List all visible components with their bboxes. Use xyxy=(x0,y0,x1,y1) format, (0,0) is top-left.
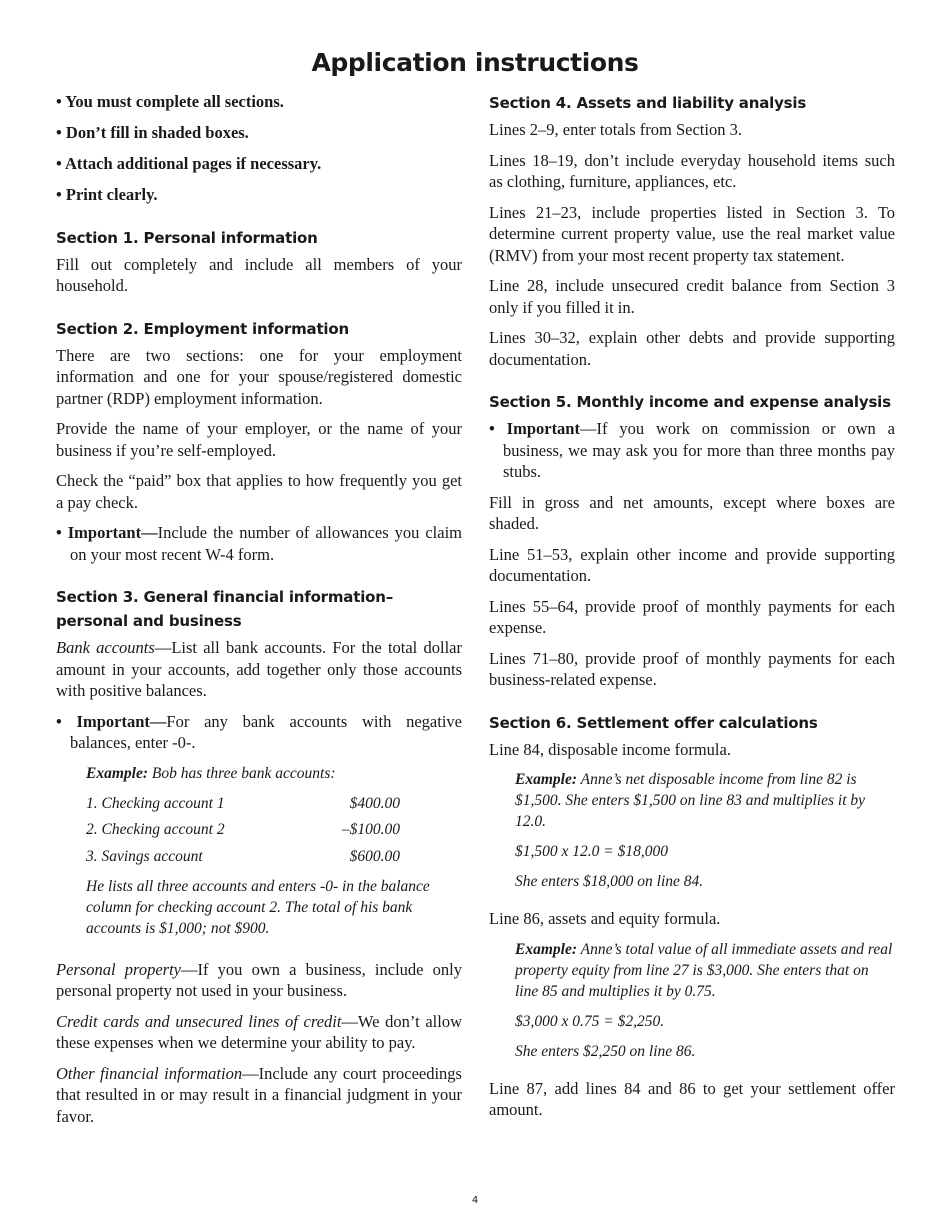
personal-property-label: Personal property xyxy=(56,959,181,979)
section-5-text: Lines 71–80, provide proof of monthly payments for each business-related expense. xyxy=(489,648,895,689)
bank-accounts-text xyxy=(56,637,462,702)
section-5-heading: Section 5. Monthly income and expense analysis xyxy=(489,393,891,411)
section-4-text: Lines 21–23, include properties listed in Section 3. To determine current property value, use the real market value (RMV) from your most recent property tax statement. xyxy=(489,202,895,265)
bank-accounts-label: Bank accounts xyxy=(56,638,155,657)
bank-accounts-description: —List all bank accounts. For the total dollar amount in your accounts, add together only those accounts with positive balances. xyxy=(56,638,462,700)
page-number: 4 xyxy=(471,1195,479,1206)
section-2-text: Check the “paid” box that applies to how frequently you get a pay check. xyxy=(56,471,462,512)
account-row xyxy=(86,819,400,840)
section-3-heading-line: personal and business xyxy=(56,612,242,630)
rule-item: • Attach additional pages if necessary. xyxy=(56,154,322,173)
account-amount: $600.00 xyxy=(349,847,400,865)
section-1-text: Fill out completely and include all members of your household. xyxy=(56,254,462,295)
section-5-text: Lines 55–64, provide proof of monthly payments for each expense. xyxy=(489,596,895,637)
section-6-heading: Section 6. Settlement offer calculations xyxy=(489,713,818,732)
important-text: For any bank accounts with negative balances, enter -0-. xyxy=(70,711,462,752)
section-5-text: Fill in gross and net amounts, except where boxes are shaded. xyxy=(489,492,895,533)
example-outro: He lists all three accounts and enters -0- in the balance column for checking account 2. The total of his bank accounts is $1,000; not $900. xyxy=(86,877,430,937)
account-name: 3. Savings account xyxy=(86,847,203,865)
other-financial-description: —Include any court proceedings that resulted in or may result in a financial judgment in your favor. xyxy=(56,1063,462,1126)
credit-cards-text xyxy=(56,1011,462,1054)
credit-cards-description: —We don’t allow these expenses when we determine your ability to pay. xyxy=(56,1011,462,1052)
section-4-text: Line 28, include unsecured credit balance from Section 3 only if you filled it in. xyxy=(489,276,895,317)
important-label: • Important— xyxy=(56,711,167,731)
rule-item: • Print clearly. xyxy=(56,185,158,204)
section-2-important-note xyxy=(56,522,462,565)
rule-item: • You must complete all sections. xyxy=(56,92,284,111)
general-rules-list xyxy=(56,91,462,206)
example-text xyxy=(515,769,895,832)
account-amount: –$100.00 xyxy=(341,821,400,838)
example-intro-text: Bob has three bank accounts: xyxy=(148,764,336,782)
example-text xyxy=(515,939,895,1002)
account-amount: $400.00 xyxy=(349,794,400,812)
account-name: 1. Checking account 1 xyxy=(86,794,225,812)
example-calculation: $3,000 x 0.75 = $2,250. xyxy=(515,1012,665,1030)
page-title: Application instructions xyxy=(311,48,639,77)
example-label: Example: xyxy=(515,940,577,958)
other-financial-label: Other financial information xyxy=(56,1063,243,1083)
section-4-text: Lines 2–9, enter totals from Section 3. xyxy=(489,120,742,139)
disposable-income-example xyxy=(515,769,895,892)
section-3-heading-line: Section 3. General financial information– xyxy=(56,588,394,606)
section-2-heading: Section 2. Employment information xyxy=(56,319,349,338)
important-text: —If you work on commission or own a business, we may ask you for more than three months pay stubs. xyxy=(503,419,895,481)
example-description: Anne’s net disposable income from line 82 is $1,500. She enters $1,500 on line 83 and multiplies it by 12.0. xyxy=(515,771,866,830)
section-4-text: Lines 30–32, explain other debts and provide supporting documentation. xyxy=(489,328,895,369)
section-2-text: There are two sections: one for your employment information and one for your spouse/registered domestic partner (RDP) employment information. xyxy=(56,345,462,408)
other-financial-text xyxy=(56,1063,462,1128)
assets-equity-example xyxy=(515,939,895,1062)
example-description: Anne’s total value of all immediate assets and real property equity from line 27 is $3,000. She enters that on line 85 and multiplies it by 0.75. xyxy=(515,940,893,1000)
example-calculation: $1,500 x 12.0 = $18,000 xyxy=(515,843,668,860)
section-5-important-note xyxy=(489,418,895,483)
bank-accounts-example xyxy=(86,763,462,939)
account-row xyxy=(86,846,400,867)
section-6-text: Line 84, disposable income formula. xyxy=(489,739,731,759)
example-result: She enters $18,000 on line 84. xyxy=(515,873,704,890)
example-label: Example: xyxy=(515,771,577,788)
example-intro xyxy=(86,763,462,784)
section-2-text: Provide the name of your employer, or the name of your business if you’re self-employed. xyxy=(56,419,462,460)
section-3-important-note xyxy=(56,711,462,754)
section-4-text: Lines 18–19, don’t include everyday household items such as clothing, furniture, appliances, etc. xyxy=(489,150,895,191)
example-result: She enters $2,250 on line 86. xyxy=(515,1042,696,1060)
personal-property-text xyxy=(56,959,462,1002)
important-label: • Important xyxy=(489,419,580,438)
section-6-text: Line 86, assets and equity formula. xyxy=(489,909,721,928)
example-label: Example: xyxy=(86,764,148,782)
credit-cards-label: Credit cards and unsecured lines of credit xyxy=(56,1011,342,1031)
section-1-heading: Section 1. Personal information xyxy=(56,228,318,247)
section-3-heading xyxy=(56,585,462,633)
account-name: 2. Checking account 2 xyxy=(86,821,225,838)
section-5-text: Line 51–53, explain other income and provide supporting documentation. xyxy=(489,544,895,585)
left-column xyxy=(56,91,462,1136)
account-row xyxy=(86,793,400,814)
personal-property-description: —If you own a business, include only personal property not used in your business. xyxy=(56,959,462,1000)
rule-item: • Don’t fill in shaded boxes. xyxy=(56,123,249,142)
important-label: • Important— xyxy=(56,523,158,542)
important-text: Include the number of allowances you claim on your most recent W-4 form. xyxy=(70,523,463,564)
right-column xyxy=(489,91,895,1130)
section-4-heading: Section 4. Assets and liability analysis xyxy=(489,94,807,112)
section-6-text: Line 87, add lines 84 and 86 to get your settlement offer amount. xyxy=(489,1078,895,1119)
